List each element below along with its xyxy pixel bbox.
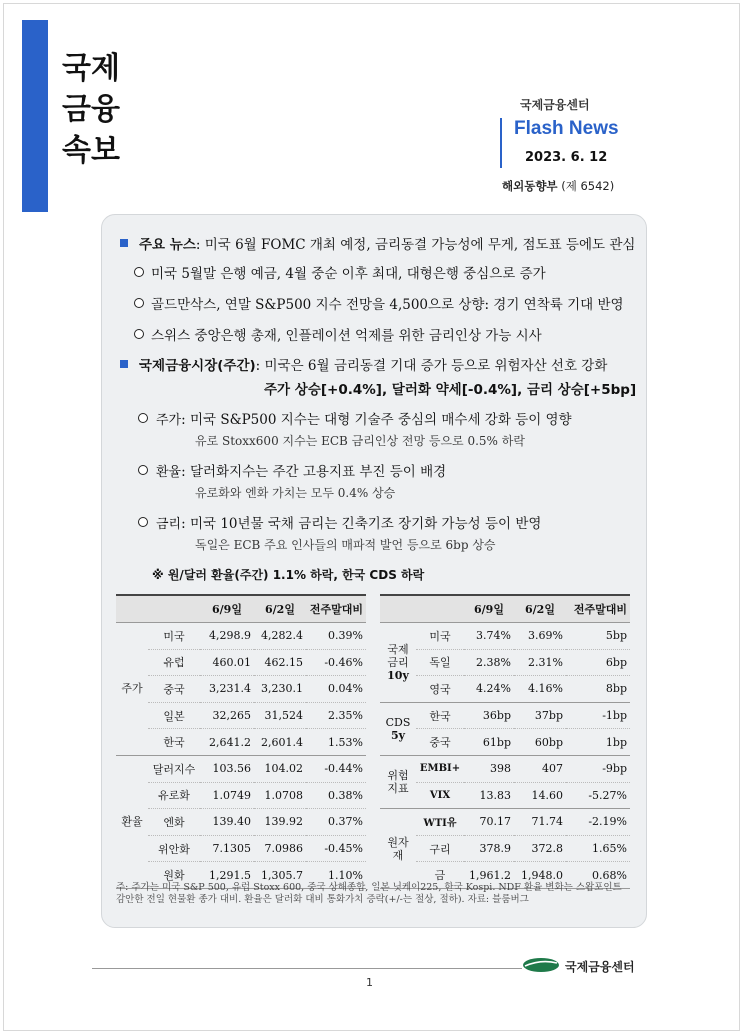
value-cell: 0.68% [566,862,630,889]
group-label-line: 원자재 [387,835,409,862]
note-line: 감안한 전일 현물환 종가 대비. 환율은 달러화 대비 통화가치 증락(+/-는 절상, 절하). 자료: 블룸버그 [116,894,529,905]
detail-line: : 달러화지수는 주간 고용지표 부진 등이 배경 [181,464,447,480]
note-line: 주: 주가는 미국 S&P 500, 유럽 Stoxx 600, 중국 상해종합, 일본 닛케이225, 한국 Kospi. NDF 환율 변화는 스왑포인트 [116,882,622,893]
value-cell: -0.46% [306,649,366,676]
row-label: 한국 [148,729,200,756]
header-flash-news: Flash News [514,118,619,139]
row-label: 미국 [416,623,464,650]
row-label: 중국 [148,676,200,703]
news-label: 주요 뉴스 [139,237,196,253]
footer-rule [92,968,522,969]
detail-label: 금리 [156,517,182,532]
header-cell: 6/9일 [200,595,254,623]
value-cell: 1.0749 [200,782,254,809]
table-row [380,782,630,809]
value-cell: 372.8 [514,835,566,862]
value-cell: 2.31% [514,649,566,676]
value-cell: 460.01 [200,649,254,676]
table-row [380,623,630,650]
issue-number: (제 6542) [561,179,615,193]
circle-bullet-icon [138,517,148,527]
row-label: 한국 [416,702,464,729]
value-cell: 378.9 [464,835,514,862]
value-cell: 1bp [566,729,630,756]
value-cell: -2.19% [566,809,630,836]
table-header-row [116,595,366,623]
value-cell: 0.38% [306,782,366,809]
header-cell: 6/2일 [514,595,566,623]
group-label [380,809,416,889]
row-label: WTI유 [416,809,464,836]
detail-line: : 미국 S&P500 지수는 대형 기술주 중심의 매수세 강화 등이 영향 [181,412,572,428]
row-label: 구리 [416,835,464,862]
value-cell: 61bp [464,729,514,756]
value-cell: 1.10% [306,862,366,889]
bulletin-title [62,48,120,171]
table-row [116,729,366,756]
value-cell: 4.24% [464,676,514,703]
value-cell: -9bp [566,755,630,782]
market-table-left [116,594,366,889]
value-cell: 1,961.2 [464,862,514,889]
value-cell: 1.65% [566,835,630,862]
table-row [380,729,630,756]
table-row [116,623,366,650]
market-summary: 주가 상승[+0.4%], 달러화 약세[-0.4%], 금리 상승[+5bp] [264,382,637,398]
value-cell: 3,230.1 [254,676,306,703]
value-cell: 4,298.9 [200,623,254,650]
value-cell: 2,601.4 [254,729,306,756]
title-line: 국제 [62,51,120,86]
title-line: 속보 [62,133,120,168]
value-cell: 70.17 [464,809,514,836]
group-label: 주가 [116,623,148,756]
detail-stocks [156,408,572,428]
news-text: : 미국 6월 FOMC 개최 예정, 금리동결 가능성에 무게, 점도표 등에도 관심 [195,237,636,253]
market-table-right [380,594,630,889]
news-item: 스위스 중앙은행 총재, 인플레이션 억제를 위한 금리인상 가능 시사 [151,328,542,344]
row-label: VIX [416,782,464,809]
group-label [380,623,416,703]
value-cell: 462.15 [254,649,306,676]
value-cell: 60bp [514,729,566,756]
detail-label: 환율 [156,465,182,480]
value-cell: 0.39% [306,623,366,650]
table-row [380,835,630,862]
group-label-line: 국제 [387,642,409,656]
value-cell: 103.56 [200,755,254,782]
row-label: 엔화 [148,809,200,836]
header-cell: 전주말대비 [306,595,366,623]
circle-bullet-icon [138,413,148,423]
table-row [116,835,366,862]
value-cell: 398 [464,755,514,782]
row-label: 달러지수 [148,755,200,782]
circle-bullet-icon [134,267,144,277]
page-number: 1 [366,976,373,989]
table-left-wrap [116,594,366,883]
group-label-line: CDS [385,715,411,729]
row-label: 금 [416,862,464,889]
table-row [380,702,630,729]
value-cell: 14.60 [514,782,566,809]
circle-bullet-icon [134,298,144,308]
value-cell: 2,641.2 [200,729,254,756]
header-cell-blank [148,595,200,623]
square-bullet-icon [120,360,128,368]
header-dept [502,178,614,194]
news-headline [139,233,635,253]
header-cell-blank [116,595,148,623]
header-cell: 전주말대비 [566,595,630,623]
value-cell: 0.37% [306,809,366,836]
market-label: 국제금융시장(주간) [139,358,256,374]
group-label-line: 위험 [387,769,409,783]
value-cell: 0.04% [306,676,366,703]
fx-footnote: ※ 원/달러 환율(주간) 1.1% 하락, 한국 CDS 하락 [152,568,425,582]
value-cell: -0.44% [306,755,366,782]
value-cell: 1,291.5 [200,862,254,889]
row-label: 일본 [148,702,200,729]
circle-bullet-icon [134,329,144,339]
market-headline [139,354,607,374]
row-label: 중국 [416,729,464,756]
table-row [116,782,366,809]
detail-subline: 유로화와 엔화 가치는 모두 0.4% 상승 [195,486,396,500]
value-cell: -5.27% [566,782,630,809]
row-label: 위안화 [148,835,200,862]
value-cell: 7.1305 [200,835,254,862]
group-label [380,702,416,755]
value-cell: 139.92 [254,809,306,836]
value-cell: 31,524 [254,702,306,729]
news-item: 골드만삭스, 연말 S&P500 지수 전망을 4,500으로 상향: 경기 연착륙 기대 반영 [151,297,624,313]
footer-org: 국제금융센터 [565,960,635,974]
row-label: 독일 [416,649,464,676]
value-cell: 1,948.0 [514,862,566,889]
row-label: 유로화 [148,782,200,809]
market-text: : 미국은 6월 금리동결 기대 증가 등으로 위험자산 선호 강화 [255,358,608,374]
detail-rates [156,512,541,532]
value-cell: 407 [514,755,566,782]
value-cell: 71.74 [514,809,566,836]
detail-subline: 유로 Stoxx600 지수는 ECB 금리인상 전망 등으로 0.5% 하락 [195,434,525,448]
detail-label: 주가 [156,413,182,428]
row-label: 미국 [148,623,200,650]
detail-line: : 미국 10년물 국채 금리는 긴축기조 장기화 가능성 등이 반영 [181,516,542,532]
table-row [380,649,630,676]
group-label [380,755,416,808]
value-cell: 13.83 [464,782,514,809]
group-label: 환율 [116,755,148,888]
value-cell: 7.0986 [254,835,306,862]
square-bullet-icon [120,239,128,247]
value-cell: 36bp [464,702,514,729]
value-cell: 2.35% [306,702,366,729]
row-label: 영국 [416,676,464,703]
header-cell: 6/2일 [254,595,306,623]
header-cell-blank [380,595,416,623]
table-row [116,702,366,729]
value-cell: 3.74% [464,623,514,650]
value-cell: 5bp [566,623,630,650]
news-item: 미국 5월말 은행 예금, 4월 중순 이후 최대, 대형은행 중심으로 증가 [151,266,546,282]
circle-bullet-icon [138,465,148,475]
table-row [116,649,366,676]
value-cell: 1.0708 [254,782,306,809]
dept-name: 해외동향부 [502,179,558,193]
table-row [380,755,630,782]
header-divider [500,118,502,168]
value-cell: 37bp [514,702,566,729]
header-cell-blank [416,595,464,623]
value-cell: 8bp [566,676,630,703]
value-cell: 139.40 [200,809,254,836]
value-cell: 104.02 [254,755,306,782]
table-row [116,676,366,703]
value-cell: -1bp [566,702,630,729]
row-label: 원화 [148,862,200,889]
table-right-wrap [380,594,630,883]
table-header-row [380,595,630,623]
group-label-line: 10y [387,668,409,682]
value-cell: 4,282.4 [254,623,306,650]
table-row [380,809,630,836]
value-cell: -0.45% [306,835,366,862]
header-cell: 6/9일 [464,595,514,623]
header-org: 국제금융센터 [520,98,590,112]
value-cell: 1,305.7 [254,862,306,889]
value-cell: 1.53% [306,729,366,756]
value-cell: 32,265 [200,702,254,729]
detail-subline: 독일은 ECB 주요 인사들의 매파적 발언 등으로 6bp 상승 [195,538,496,552]
value-cell: 3.69% [514,623,566,650]
value-cell: 6bp [566,649,630,676]
group-label-line: 5y [390,728,406,742]
table-row [380,676,630,703]
table-row [116,809,366,836]
value-cell: 3,231.4 [200,676,254,703]
kcif-logo-icon [522,957,560,973]
value-cell: 4.16% [514,676,566,703]
header-date: 2023. 6. 12 [525,150,608,165]
title-accent-bar [22,20,48,212]
table-note [116,882,636,906]
title-line: 금융 [62,92,120,127]
value-cell: 2.38% [464,649,514,676]
table-row [116,755,366,782]
group-label-line: 지표 [387,782,409,796]
row-label: 유럽 [148,649,200,676]
detail-fx [156,460,446,480]
row-label: EMBI+ [416,755,464,782]
group-label-line: 금리 [387,655,409,669]
